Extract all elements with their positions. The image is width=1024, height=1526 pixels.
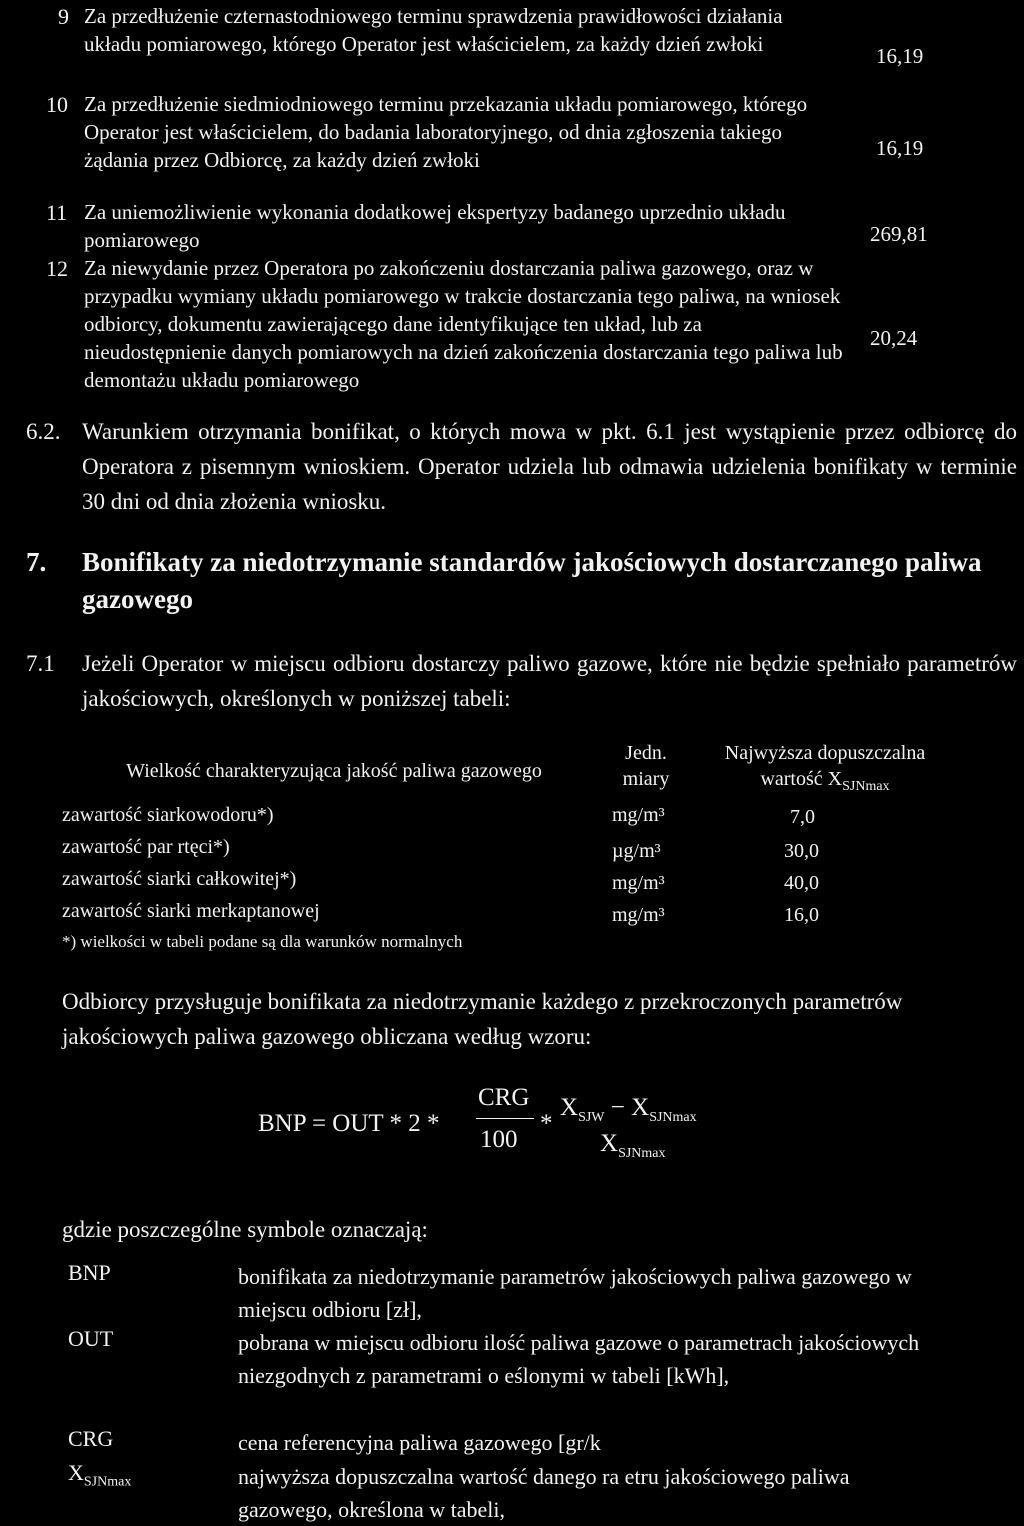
symbol: OUT [68, 1326, 114, 1351]
section-7-heading: Bonifikaty za niedotrzymanie standardów jakościowych dostarczanego paliwa gazowego [82, 547, 982, 614]
row-value: 16,19 [876, 136, 924, 160]
row-number: 9 [58, 4, 69, 29]
formula-frac1-denominator: 100 [480, 1126, 518, 1153]
symbol-definition-text: najwyższa dopuszczalna wartość danego ra etru jakościowego paliwa gazowego, określona w tabeli, [238, 1464, 850, 1522]
symbol-definition-text: cena referencyjna paliwa gazowego [gr/k [238, 1430, 601, 1455]
symbol-definition-text: pobrana w miejscu odbioru ilość paliwa gazowe o parametrach jakościowych niezgodnych z parametrami o eślonymi w tabeli [kWh], [238, 1330, 920, 1388]
table-header-param: Wielkość charakteryzująca jakość paliwa gazowego [126, 760, 542, 782]
section-6-2-text: Warunkiem otrzymania bonifikat, o których mowa w pkt. 6.1 jest wystąpienie przez odbiorcę do Operatora z pisemnym wnioskiem. Operator udziela lub odmawia udzielenia bonifikaty w terminie 30 dni od dnia złożenia wniosku. [82, 419, 1017, 514]
formula-intro: Odbiorcy przysługuje bonifikata za niedotrzymanie każdego z przekroczonych parametrów jakościowych paliwa gazowego obliczana według wzoru: [62, 989, 903, 1049]
symbol: $X_{SJNmax}$ [68, 1460, 132, 1490]
section-number: 7. [26, 547, 47, 577]
table-cell-value: 30,0 [784, 840, 819, 862]
table-cell-unit: µg/m³ [612, 840, 661, 862]
row-text: Za przedłużenie czternastodniowego terminu sprawdzenia prawidłowości działania układu pomiarowego, którego Operator jest właścicielem, za każdy dzień zwłoki [84, 4, 783, 56]
row-text: Za przedłużenie siedmiodniowego terminu przekazania układu pomiarowego, którego Operator jest właścicielem, do badania laboratoryjnego, od dnia zgłoszenia takiego żądania przez Odbiorcę, za każdy dzień zwłoki [84, 92, 808, 172]
table-cell-param: zawartość siarkowodoru*) [62, 804, 274, 826]
row-text: Za uniemożliwienie wykonania dodatkowej ekspertyzy badanego uprzednio układu pomiarowego [84, 200, 786, 252]
symbol-definition-text: bonifikata za niedotrzymanie parametrów jakościowych paliwa gazowego w miejscu odbioru [zł], [238, 1264, 912, 1322]
formula-lhs: BNP = OUT * 2 * [258, 1110, 440, 1137]
table-cell-param: zawartość siarki całkowitej*) [62, 868, 297, 890]
table-cell-value: 7,0 [790, 806, 815, 828]
symbols-intro: gdzie poszczególne symbole oznaczają: [62, 1217, 428, 1242]
symbol: CRG [68, 1426, 114, 1451]
section-7-1-text: Jeżeli Operator w miejscu odbioru dostarczy paliwo gazowe, które nie będzie spełniało parametrów jakościowych, określonych w poniższej tabeli: [82, 651, 1017, 711]
table-footnote: *) wielkości w tabeli podane są dla warunków normalnych [62, 932, 463, 951]
table-header-unit: Jedn. miary [622, 742, 670, 790]
formula-frac1-numerator: CRG [478, 1084, 530, 1111]
row-number: 10 [46, 92, 68, 117]
row-number: 12 [46, 256, 68, 281]
section-number: 6.2. [26, 419, 61, 444]
formula-frac2-numerator: $X_{SJW} - X_{SJNmax}$ [560, 1094, 697, 1125]
row-value: 20,24 [870, 326, 918, 350]
table-cell-unit: mg/m³ [612, 904, 665, 926]
row-value: 269,81 [870, 222, 928, 246]
section-number: 7.1 [26, 651, 55, 676]
table-cell-param: zawartość par rtęci*) [62, 836, 230, 858]
table-cell-value: 40,0 [784, 872, 819, 894]
symbol: BNP [68, 1260, 111, 1285]
formula-star: * [540, 1110, 553, 1137]
table-cell-value: 16,0 [784, 904, 819, 926]
row-text: Za niewydanie przez Operatora po zakończeniu dostarczania paliwa gazowego, oraz w przypadku wymiany układu pomiarowego w trakcie dostarczania tego paliwa, na wniosek odbiorcy, dokumentu zawierającego dane identyfikujące ten układ, lub za nieudostępnienie danych pomiarowych na dzień zakończenia dostarczania tego paliwa lub demontażu układu pomiarowego [84, 256, 843, 392]
row-value: 16,19 [876, 44, 924, 68]
row-number: 11 [46, 200, 68, 225]
table-cell-param: zawartość siarki merkaptanowej [62, 900, 320, 922]
table-cell-unit: mg/m³ [612, 804, 665, 826]
table-header-max: Najwyższa dopuszczalna wartość $X_{SJNmax}$ [724, 742, 926, 794]
fraction-bar [476, 1118, 534, 1119]
table-cell-unit: mg/m³ [612, 872, 665, 894]
formula-frac2-denominator: $X_{SJNmax}$ [600, 1130, 666, 1161]
